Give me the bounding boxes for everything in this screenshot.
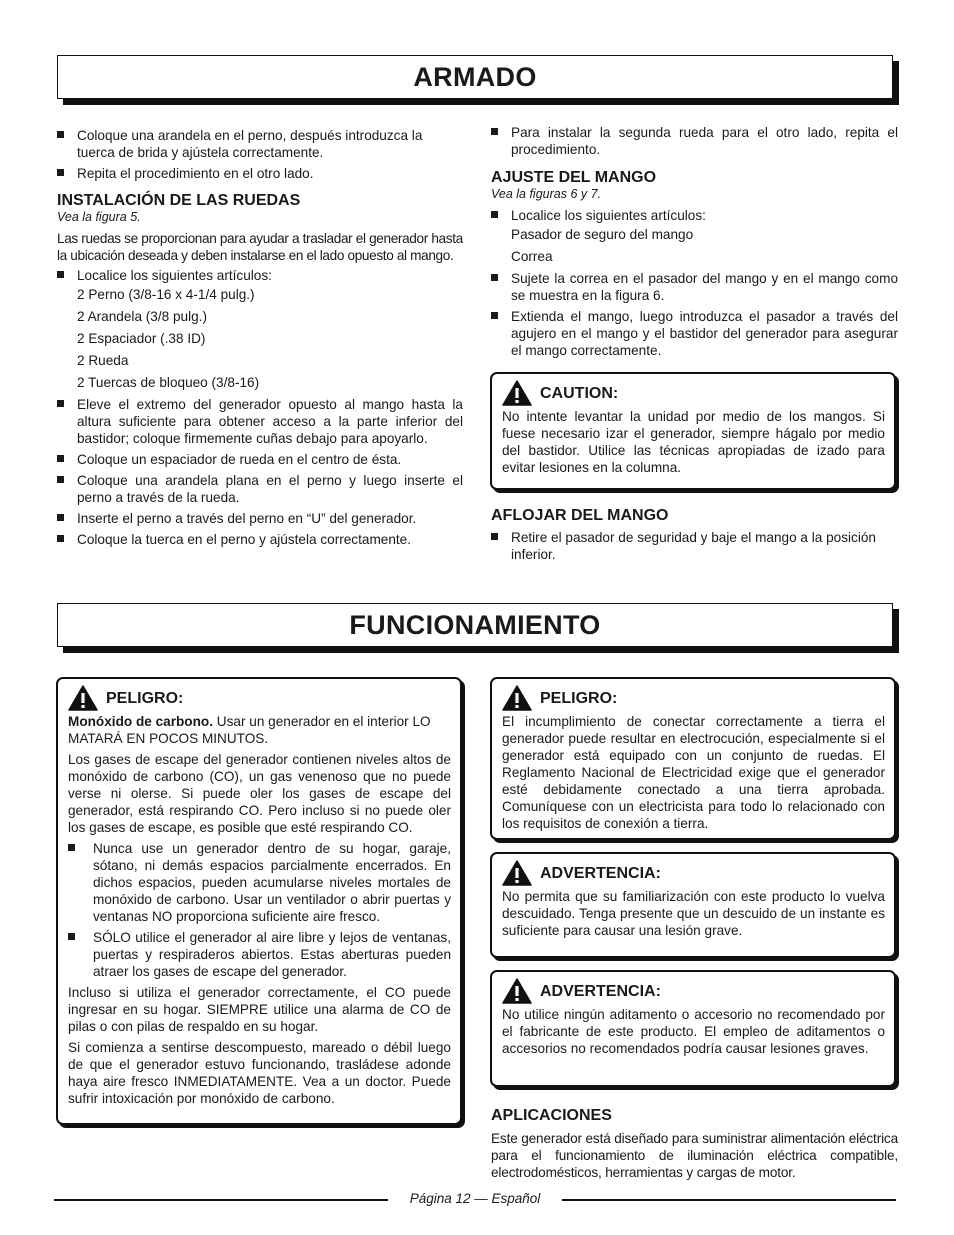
warning-icon bbox=[502, 978, 532, 1004]
heading-ruedas: INSTALACIÓN DE LAS RUEDAS bbox=[57, 192, 301, 209]
list-item: Inserte el perno a través del perno en “U” del generador. bbox=[57, 510, 463, 527]
list-item: Coloque la tuerca en el perno y ajústela correctamente. bbox=[57, 531, 463, 548]
list-item: Localice los siguientes artículos: bbox=[57, 267, 463, 284]
aflojar-section bbox=[491, 506, 898, 567]
heading-ajuste-mango: AJUSTE DEL MANGO bbox=[491, 169, 657, 186]
danger-lead-bold: Monóxido de carbono. bbox=[68, 714, 213, 729]
list-item: Eleve el extremo del generador opuesto al mango hasta la altura suficiente para obtener acceso a la parte inferior del bastidor; coloque firmemente cuñas debajo para apoyarlo. bbox=[57, 396, 463, 447]
danger-ground-box bbox=[490, 677, 896, 840]
danger-title: PELIGRO: bbox=[106, 689, 184, 707]
paragraph: Si comienza a sentirse descompuesto, mareado o débil luego de que el generador estuvo funcionando, trasládese adonde haya aire fresco INMEDIATAMENTE. Vea a un doctor. Puede sufrir intoxicación por monóxido de carbono. bbox=[68, 1040, 451, 1106]
figure-reference: Vea la figura 5. bbox=[57, 210, 141, 224]
caution-text: No intente levantar la unidad por medio de los mangos. Si fuese necesario izar el generador, siempre hágalo por medio del bastidor. Utilice las técnicas apropiadas de izado para evitar lesiones en la columna. bbox=[502, 409, 885, 475]
paragraph: Las ruedas se proporcionan para ayudar a trasladar el generador hasta la ubicación deseada y deben instalarse en el lado opuesto al mango. bbox=[57, 231, 463, 263]
parts-list-item: Correa bbox=[511, 249, 553, 264]
list-item: Repita el procedimiento en el otro lado. bbox=[57, 165, 463, 182]
heading-aplicaciones: APLICACIONES bbox=[491, 1107, 612, 1124]
section-title-funcionamiento: FUNCIONAMIENTO bbox=[57, 603, 893, 647]
armado-right-column bbox=[491, 124, 898, 363]
list-item: Sujete la correa en el pasador del mango y en el mango como se muestra en la figura 6. bbox=[491, 270, 898, 304]
armado-left-column bbox=[57, 127, 463, 552]
warning-title: ADVERTENCIA: bbox=[540, 864, 661, 882]
list-item: Extienda el mango, luego introduzca el pasador a través del agujero en el mango y el bastidor del generador para asegurar el mango correctamente. bbox=[491, 308, 898, 359]
warning-box-2 bbox=[490, 970, 896, 1087]
list-item: Coloque una arandela plana en el perno y luego inserte el perno a través de la rueda. bbox=[57, 472, 463, 506]
list-item: Localice los siguientes artículos: bbox=[491, 207, 898, 224]
danger-title: PELIGRO: bbox=[540, 689, 618, 707]
caution-box bbox=[490, 372, 896, 490]
paragraph: Este generador está diseñado para suministrar alimentación eléctrica para el funcionamiento de iluminación eléctrica compatible, electrodomésticos, herramientas y cargas de motor. bbox=[491, 1131, 898, 1180]
paragraph: Incluso si utiliza el generador correctamente, el CO puede ingresar en su hogar. SIEMPRE utilice una alarma de CO de pilas o con pilas de respaldo en su hogar. bbox=[68, 985, 451, 1034]
warning-icon bbox=[68, 685, 98, 711]
list-item: Coloque una arandela en el perno, después introduzca la tuerca de brida y ajústela correctamente. bbox=[57, 127, 463, 161]
list-item: SÓLO utilice el generador al aire libre y lejos de ventanas, puertas y respiraderos abiertos. Estas aberturas pueden atraer los gases de escape del generador. bbox=[68, 929, 451, 980]
heading-aflojar-mango: AFLOJAR DEL MANGO bbox=[491, 507, 669, 524]
warning-icon bbox=[502, 380, 532, 406]
danger-lead-text: Usar un generador en el interior LO MATARÁ EN POCOS MINUTOS. bbox=[68, 714, 431, 746]
parts-list-item: 2 Tuercas de bloqueo (3/8-16) bbox=[77, 375, 260, 390]
parts-list bbox=[491, 226, 898, 265]
caution-title: CAUTION: bbox=[540, 384, 619, 402]
aplicaciones-section bbox=[491, 1106, 898, 1181]
list-item: Para instalar la segunda rueda para el otro lado, repita el procedimiento. bbox=[491, 124, 898, 158]
warning-text: No permita que su familiarización con este producto lo vuelva descuidado. Tenga presente que un descuido de un instante es suficiente para causar una lesión grave. bbox=[502, 889, 885, 938]
list-item: Coloque un espaciador de rueda en el centro de ésta. bbox=[57, 451, 463, 468]
paragraph: Los gases de escape del generador contienen niveles altos de monóxido de carbono (CO), un gas venenoso que no puede verse ni olerse. Si puede oler los gases de escape del generador, está respirando CO. Pero incluso si no puede oler los gases de escape, es posible que esté respirando CO. bbox=[68, 752, 451, 835]
list-item: Retire el pasador de seguridad y baje el mango a la posición inferior. bbox=[491, 529, 898, 563]
parts-list-item: 2 Perno (3/8-16 x 4-1/4 pulg.) bbox=[77, 287, 255, 302]
page-number: Página 12 — Español bbox=[409, 1191, 541, 1206]
danger-co-box bbox=[56, 677, 462, 1125]
figure-reference: Vea la figuras 6 y 7. bbox=[491, 187, 602, 201]
parts-list-item: Pasador de seguro del mango bbox=[511, 227, 694, 242]
warning-title: ADVERTENCIA: bbox=[540, 982, 661, 1000]
page-footer bbox=[54, 1188, 896, 1208]
list-item: Nunca use un generador dentro de su hogar, garaje, sótano, ni demás espacios parcialmente encerrados. En dichos espacios, pueden acumularse niveles mortales de monóxido de carbono. Usar un ventilador o abrir puertas y ventanas NO proporciona suficiente aire fresco. bbox=[68, 840, 451, 925]
warning-icon bbox=[502, 860, 532, 886]
warning-icon bbox=[502, 685, 532, 711]
warning-box-1 bbox=[490, 852, 896, 958]
parts-list bbox=[57, 286, 463, 391]
warning-text: No utilice ningún aditamento o accesorio no recomendado por el fabricante de este producto. El empleo de aditamentos o accesorios no recomendados podría causar lesiones graves. bbox=[502, 1007, 885, 1056]
parts-list-item: 2 Espaciador (.38 ID) bbox=[77, 331, 206, 346]
parts-list-item: 2 Rueda bbox=[77, 353, 129, 368]
danger-text: El incumplimiento de conectar correctamente a tierra el generador puede resultar en electrocución, especialmente si el generador está equipado con un conjunto de ruedas. El Reglamento Nacional de Electricidad exige que el generador esté debidamente conectado a una tierra aprobada. Comuníquese con un electricista para todo lo relacionado con los requisitos de conexión a tierra. bbox=[502, 714, 885, 831]
parts-list-item: 2 Arandela (3/8 pulg.) bbox=[77, 309, 207, 324]
section-title-armado: ARMADO bbox=[57, 55, 893, 99]
